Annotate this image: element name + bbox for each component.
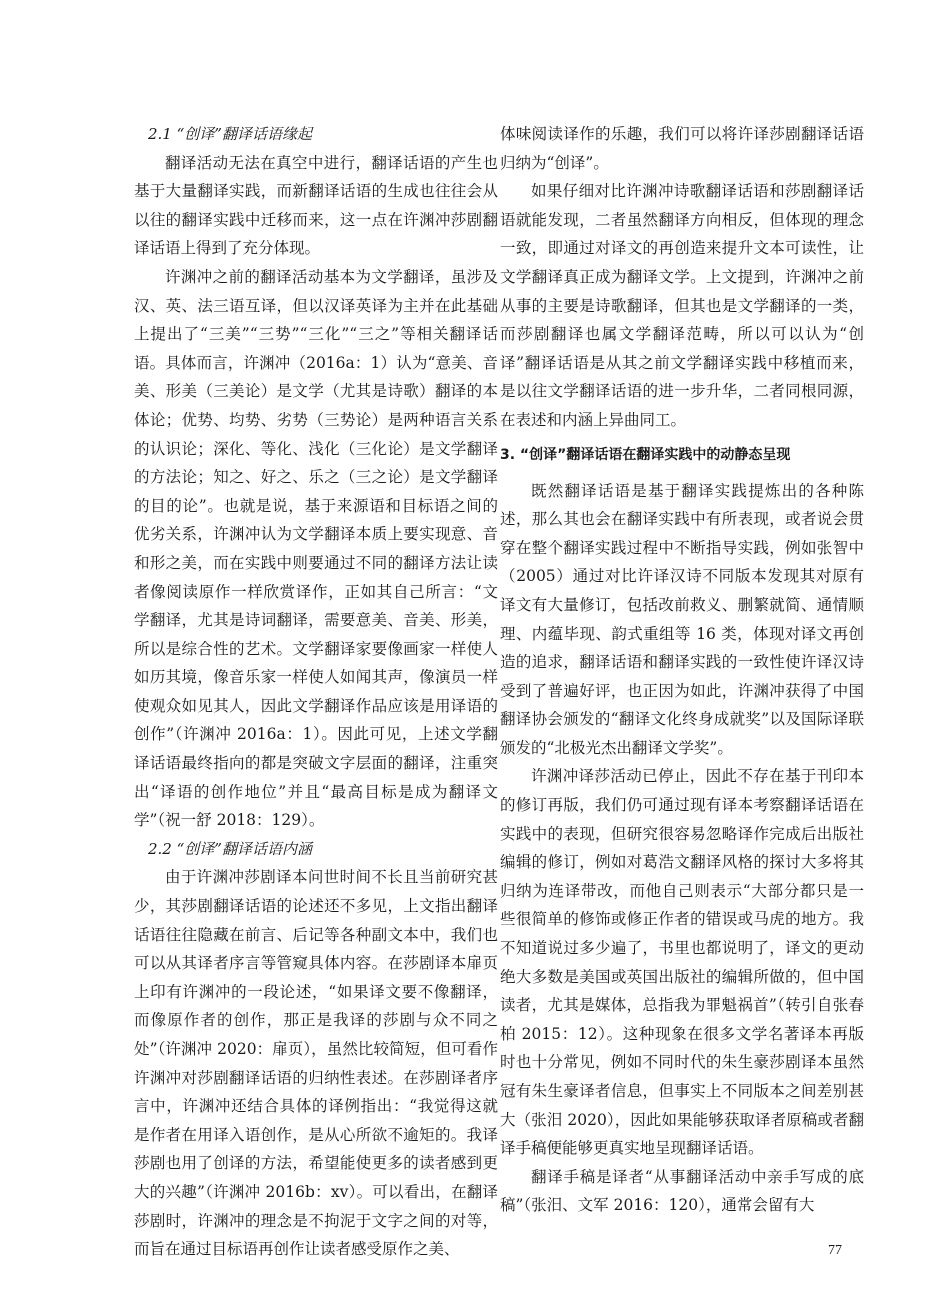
left-column [134,120,498,1264]
paragraph: 翻译手稿是译者“从事翻译活动中亲手写成的底稿”（张汨、文军 2016：120），通常会留有大 [500,1167,864,1215]
paragraph: 如果仔细对比许渊冲诗歌翻译话语和莎剧翻译话语就能发现，二者虽然翻译方向相反，但体现的理念一致，即通过对译文的再创造来提升文本可读性，让文学翻译真正成为翻译文学。上文提到，许渊冲之前从事的主要是诗歌翻译，但其也是文学翻译的一类，而莎剧翻译也属文学翻译范畴，所以可以认为“创译”翻译话语是从其之前文学翻译实践中移植而来，是以往文学翻译话语的进一步升华，二者同根同源，在表述和内涵上异曲同工。 [500,182,864,429]
paragraph: 由于许渊冲莎剧译本问世时间不长且当前研究甚少，其莎剧翻译话语的论述还不多见，上文指出翻译话语往往隐藏在前言、后记等各种副文本中，我们也可以从其译者序言等管窥具体内容。在莎剧译本扉页上印有许渊冲的一段论述，“如果译文要不像翻译，而像原作者的创作，那正是我译的莎剧与众不同之处”（许渊冲 2020：扉页），虽然比较简短，但可看作许渊冲对莎剧翻译话语的归纳性表述。在莎剧译者序言中，许渊冲还结合具体的译例指出：“我觉得这就是作者在用译入语创作，是从心所欲不逾矩的。我译莎剧也用了创译的方法，希望能使更多的读者感到更大的兴趣”（许渊冲 2016b：xv）。可以看出，在翻译莎剧时，许渊冲的理念是不拘泥于文字之间的对等，而旨在通过目标语再创作让读者感受原作之美、 [134,868,498,1259]
right-column [500,120,864,1220]
page-number: 77 [828,1243,842,1258]
section-heading-2-1: 2.1 “创译”翻译话语缘起 [148,125,312,143]
section-heading-3: 3. “创译”翻译话语在翻译实践中的动静态呈现 [500,446,791,463]
paragraph: 翻译活动无法在真空中进行，翻译话语的产生也基于大量翻译实践，而新翻译话语的生成也往往会从以往的翻译实践中迁移而来，这一点在许渊冲莎剧翻译话语上得到了充分体现。 [134,153,498,258]
paragraph: 许渊冲之前的翻译活动基本为文学翻译，虽涉及汉、英、法三语互译，但以汉译英译为主并在此基础上提出了“三美”“三势”“三化”“三之”等相关翻译话语。具体而言，许渊冲（2016a：1）认为“意美、音美、形美（三美论）是文学（尤其是诗歌）翻译的本体论；优势、均势、劣势（三势论）是两种语言关系的认识论；深化、等化、浅化（三化论）是文学翻译的方法论；知之、好之、乐之（三之论）是文学翻译的目的论”。也就是说，基于来源语和目标语之间的优劣关系，许渊冲认为文学翻译本质上要实现意、音和形之美，而在实践中则要通过不同的翻译方法让读者像阅读原作一样欣赏译作，正如其自己所言：“文学翻译，尤其是诗词翻译，需要意美、音美、形美，所以是综合性的艺术。文学翻译家要像画家一样使人如历其境，像音乐家一样使人如闻其声，像演员一样使观众如见其人，因此文学翻译作品应该是用译语的创作”（许渊冲 2016a：1）。因此可见，上述文学翻译话语最终指向的都是突破文字层面的翻译，注重突出“译语的创作地位”并且“最高目标是成为翻译文学”（祝一舒 2018：129）。 [134,267,498,830]
paragraph: 既然翻译话语是基于翻译实践提炼出的各种陈述，那么其也会在翻译实践中有所表现，或者说会贯穿在整个翻译实践过程中不断指导实践，例如张智中（2005）通过对比许译汉诗不同版本发现其对原有译文有大量修订，包括改前救义、删繁就简、通情顺理、内蕴毕现、韵式重组等 16 类，体现对译文再创造的追求，翻译话语和翻译实践的一致性使许译汉诗受到了普遍好评，也正因为如此，许渊冲获得了中国翻译协会颁发的“翻译文化终身成就奖”以及国际译联颁发的“北极光杰出翻译文学奖”。 [500,481,864,757]
paragraph: 许渊冲译莎活动已停止，因此不存在基于刊印本的修订再版，我们仍可通过现有译本考察翻译话语在实践中的表现，但研究很容易忽略译作完成后出版社编辑的修订，例如对葛浩文翻译风格的探讨大多将其归纳为连译带改，而他自己则表示“大部分都只是一些很简单的修饰或修正作者的错误或马虎的地方。我不知道说过多少遍了，书里也都说明了，译文的更动绝大多数是美国或英国出版社的编辑所做的，但中国读者，尤其是媒体，总指我为罪魁祸首”（转引自张春柏 2015：12）。这种现象在很多文学名著译本再版时也十分常见，例如不同时代的朱生豪莎剧译本虽然冠有朱生豪译者信息，但事实上不同版本之间差别甚大（张汨 2020），因此如果能够获取译者原稿或者翻译手稿便能够更真实地呈现翻译话语。 [500,767,864,1158]
paragraph-continued: 体味阅读译作的乐趣，我们可以将许译莎剧翻译话语归纳为“创译”。 [500,125,864,172]
section-heading-2-2: 2.2 “创译”翻译话语内涵 [148,839,312,858]
